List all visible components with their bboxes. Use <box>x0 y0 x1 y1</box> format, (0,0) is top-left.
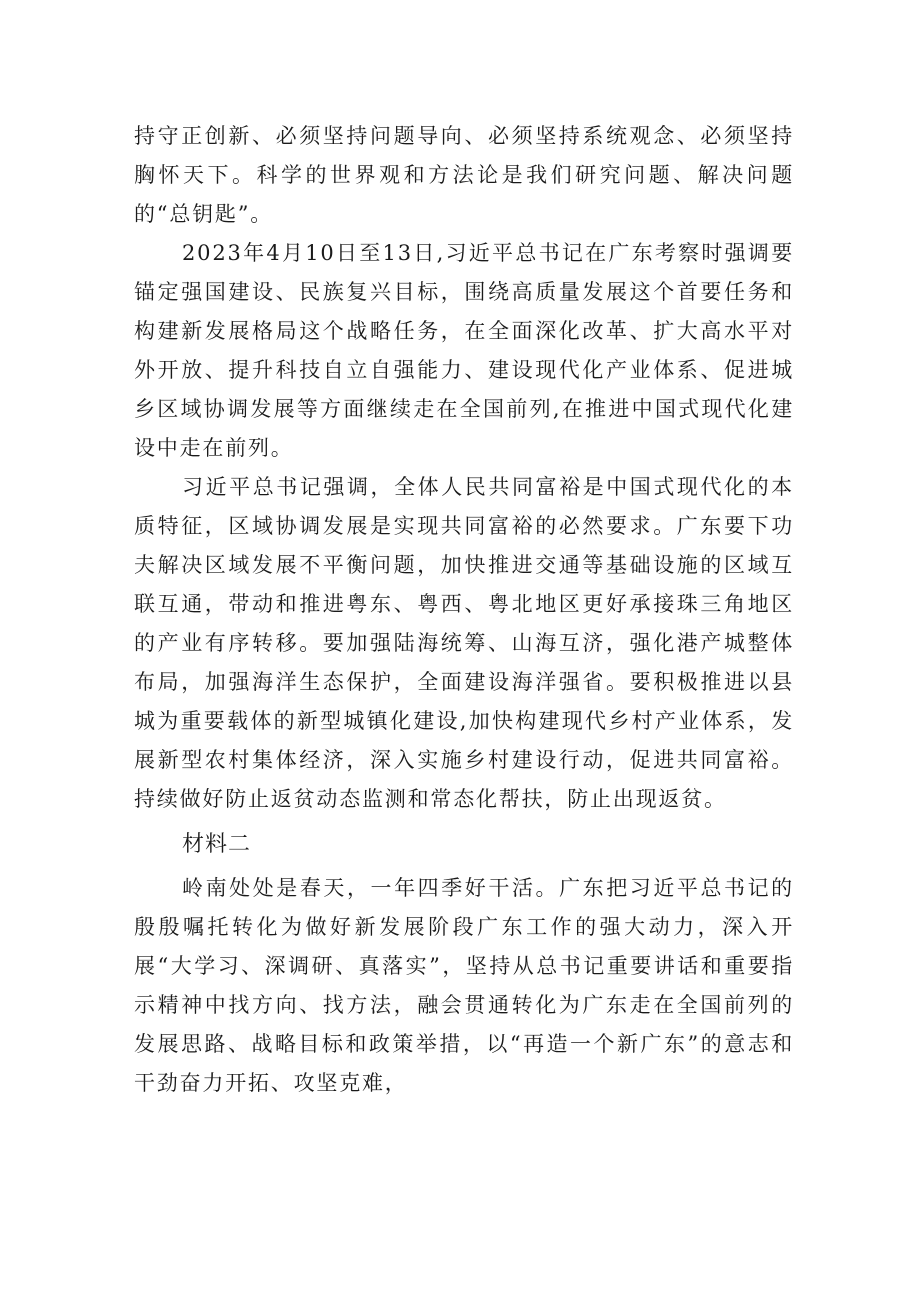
section-heading: 材料二 <box>182 832 252 857</box>
paragraph-material-two: 岭南处处是春天，一年四季好干活。广东把习近平总书记的殷殷嘱托转化为做好新发展阶段广东工作的强大动力，深入开展“大学习、深调研、真落实”，坚持从总书记重要讲话和重要指示精神中找方向、找方法，融会贯通转化为广东走在全国前列的发展思路、战略目标和政策举措，以“再造一个新广东”的意志和干劲奋力开拓、攻坚克难， <box>134 876 794 1095</box>
paragraph-guangdong-inspection: 2023年4月10日至13日,习近平总书记在广东考察时强调要锚定强国建设、民族复兴目标，围绕高质量发展这个首要任务和构建新发展格局这个战略任务，在全面深化改革、扩大高水平对外开放、提升科技自立自强能力、建设现代化产业体系、促进城乡区域协调发展等方面继续走在全国前列,在推进中国式现代化建设中走在前列。 <box>134 241 794 460</box>
document-body <box>134 117 794 1103</box>
paragraph-common-prosperity: 习近平总书记强调，全体人民共同富裕是中国式现代化的本质特征，区域协调发展是实现共同富裕的必然要求。广东要下功夫解决区域发展不平衡问题，加快推进交通等基础设施的区域互联互通，带动和推进粤东、粤西、粤北地区更好承接珠三角地区的产业有序转移。要加强陆海统筹、山海互济，强化港产城整体布局，加强海洋生态保护，全面建设海洋强省。要积极推进以县城为重要载体的新型城镇化建设,加快构建现代乡村产业体系，发展新型农村集体经济，深入实施乡村建设行动，促进共同富裕。持续做好防止返贫动态监测和常态化帮扶，防止出现返贫。 <box>134 475 794 811</box>
paragraph-continuation: 持守正创新、必须坚持问题导向、必须坚持系统观念、必须坚持胸怀天下。科学的世界观和方法论是我们研究问题、解决问题的“总钥匙”。 <box>134 124 794 226</box>
